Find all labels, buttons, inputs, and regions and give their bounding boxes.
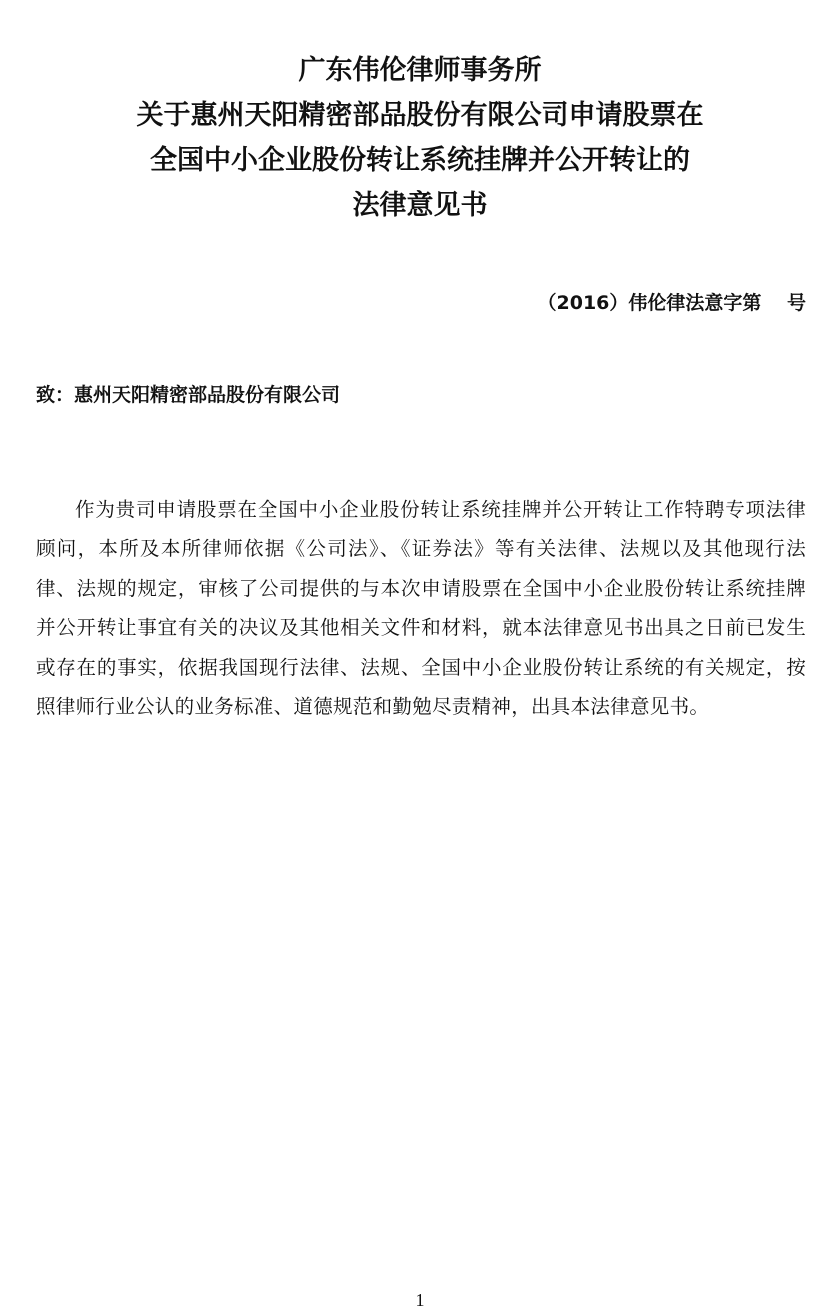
addressee-line: 致：惠州天阳精密部品股份有限公司 <box>36 384 341 406</box>
title-line-system: 全国中小企业股份转让系统挂牌并公开转让的 <box>150 145 690 176</box>
title-line-firm: 广东伟伦律师事务所 <box>298 55 542 86</box>
body-paragraph: 作为贵司申请股票在全国中小企业股份转让系统挂牌并公开转让工作特聘专项法律顾问，本所及本所律师依据《公司法》、《证券法》等有关法律、法规以及其他现行法律、法规的规定，审核了公司提供的与本次申请股票在全国中小企业股份转让系统挂牌并公开转让事宜有关的决议及其他相关文件和材料，就本法律意见书出具之日前已发生或存在的事实，依据我国现行法律、法规、全国中小企业股份转让系统的有关规定，按照律师行业公认的业务标准、道德规范和勤勉尽责精神，出具本法律意见书。 <box>36 497 806 719</box>
document-title <box>0 48 840 228</box>
page-number: 1 <box>415 1290 425 1310</box>
title-line-subject: 关于惠州天阳精密部品股份有限公司申请股票在 <box>136 100 704 131</box>
document-number: （2016）伟伦律法意字第 号 <box>537 292 806 314</box>
title-line-doctype: 法律意见书 <box>352 190 488 221</box>
